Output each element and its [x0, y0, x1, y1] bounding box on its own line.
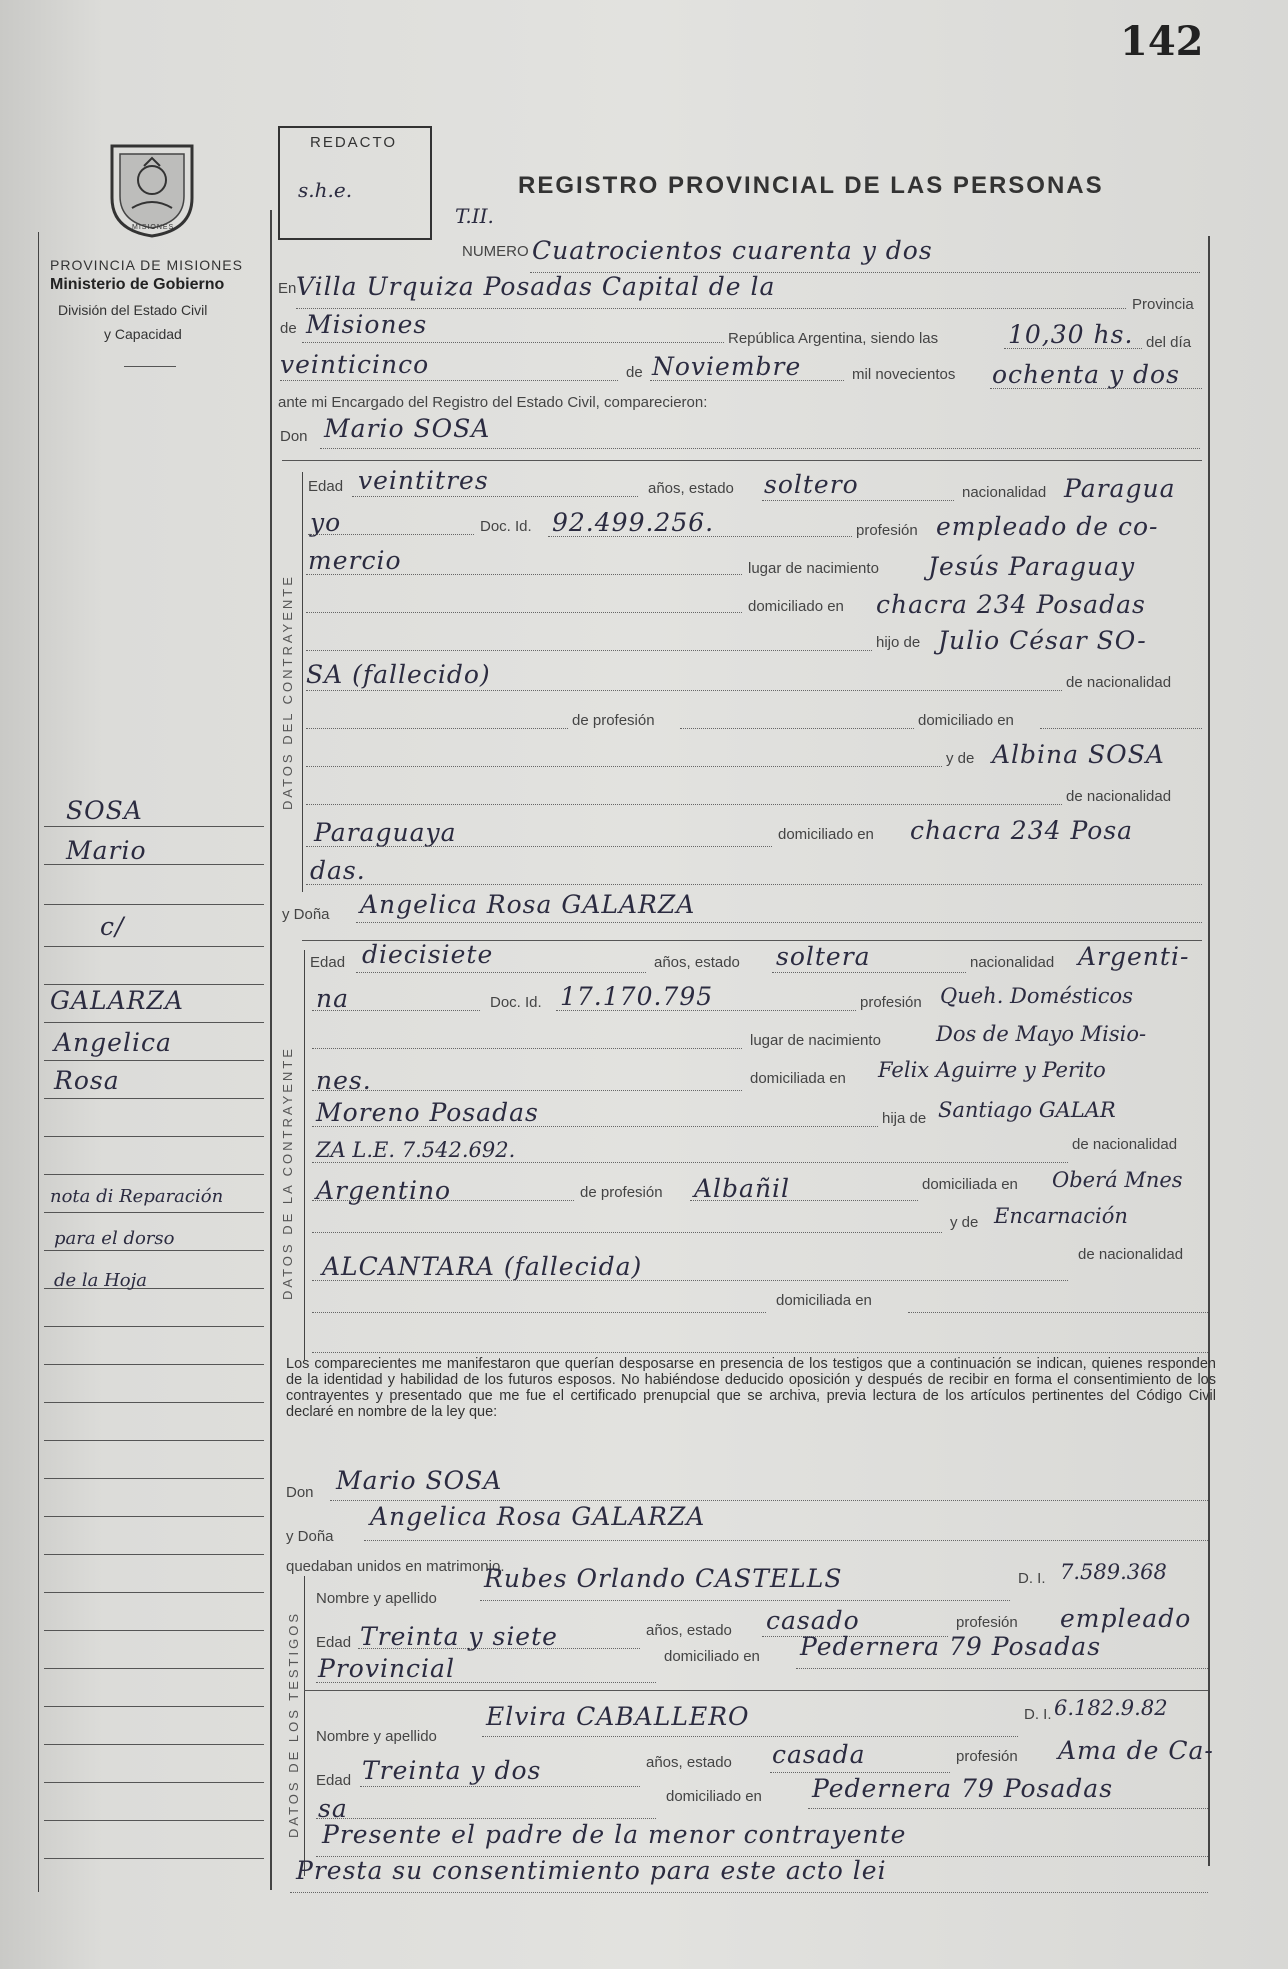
w2-nombre-label: Nombre y apellido [316, 1728, 437, 1745]
de-label: de [280, 320, 297, 337]
hour-value: 10,30 hs. [1008, 320, 1134, 349]
numero-label: NUMERO [462, 243, 529, 260]
decl-don-name: Mario SOSA [336, 1466, 503, 1495]
org-line-4: y Capacidad [104, 326, 182, 342]
groom-anos-label: años, estado [648, 480, 734, 497]
bride-doc: 17.170.795 [560, 982, 714, 1011]
w2-profesion-a: Ama de Ca- [1058, 1736, 1214, 1765]
groom-y-de-label: y de [946, 750, 975, 767]
w1-di: 7.589.368 [1060, 1560, 1167, 1584]
year-value: ochenta y dos [992, 360, 1180, 389]
w2-domicilio: Pedernera 79 Posadas [812, 1774, 1114, 1803]
bride-padre-prof-label: de profesión [580, 1184, 663, 1201]
w1-estado: casado [766, 1606, 860, 1635]
bride-padre-b: ZA L.E. 7.542.692. [316, 1138, 516, 1162]
provincia-label: Provincia [1132, 296, 1194, 313]
bride-lugar-a: Dos de Mayo Misio- [936, 1022, 1147, 1046]
groom-domicilio: chacra 234 Posadas [876, 590, 1146, 619]
sheet-mark: T.II. [455, 204, 494, 228]
decl-don-label: Don [286, 1484, 314, 1501]
margin-name-2a: Angelica [54, 1028, 172, 1057]
groom-edad-label: Edad [308, 478, 344, 495]
groom-padre-b: SA (fallecido) [306, 660, 491, 689]
groom-section-label: DATOS DEL CONTRAYENTE [280, 574, 295, 810]
del-dia-label: del día [1146, 334, 1192, 351]
closing-line-2: Presta su consentimiento para este acto lei [296, 1856, 887, 1885]
bride-domicilio-a: Felix Aguirre y Perito [878, 1058, 1106, 1082]
w2-profesion-label: profesión [956, 1748, 1018, 1765]
margin-note-3: de la Hoja [54, 1270, 147, 1291]
page-number: 142 [1120, 18, 1204, 65]
w1-profesion-a: empleado [1060, 1604, 1192, 1633]
w2-edad-label: Edad [316, 1772, 352, 1789]
don-label: Don [280, 428, 308, 445]
mil-label: mil novecientos [852, 366, 956, 383]
decl-unidos: quedaban unidos en matrimonio. [286, 1558, 505, 1575]
bride-madre-nac-label: de nacionalidad [1078, 1246, 1184, 1263]
groom-madre-dom-a: chacra 234 Posa [910, 816, 1134, 845]
org-line-3: División del Estado Civil [58, 302, 208, 318]
bride-lugar-label: lugar de nacimiento [750, 1032, 881, 1049]
w2-nombre: Elvira CABALLERO [486, 1702, 750, 1731]
groom-nacionalidad-b: yo [310, 508, 342, 537]
groom-lugar-label: lugar de nacimiento [748, 560, 879, 577]
org-line-2: Ministerio de Gobierno [50, 276, 225, 293]
groom-profesion-b: mercio [308, 546, 402, 575]
w1-edad-label: Edad [316, 1634, 352, 1651]
document-title: REGISTRO PROVINCIAL DE LAS PERSONAS [518, 172, 1104, 199]
groom-hijo-label: hijo de [876, 634, 921, 651]
bride-nacionalidad-label: nacionalidad [970, 954, 1055, 971]
bride-padre-nac-label: de nacionalidad [1072, 1136, 1178, 1153]
bride-doc-label: Doc. Id. [490, 994, 542, 1011]
bride-y-de-label: y de [950, 1214, 979, 1231]
w1-di-label: D. I. [1018, 1570, 1046, 1587]
margin-conj: c/ [100, 912, 125, 941]
bride-anos-label: años, estado [654, 954, 740, 971]
w1-nombre: Rubes Orlando CASTELLS [484, 1564, 843, 1593]
w2-anos-label: años, estado [646, 1754, 732, 1771]
groom-doc-label: Doc. Id. [480, 518, 532, 535]
groom-profesion-label: profesión [856, 522, 918, 539]
decl-dona-name: Angelica Rosa GALARZA [370, 1502, 706, 1531]
w2-di: 6.182.9.82 [1054, 1696, 1168, 1720]
bride-madre-a: Encarnación [994, 1204, 1128, 1228]
w1-profesion-label: profesión [956, 1614, 1018, 1631]
groom-nacionalidad-label: nacionalidad [962, 484, 1047, 501]
bride-padre-nac: Argentino [316, 1176, 452, 1205]
groom-nacionalidad-a: Paragua [1064, 474, 1176, 503]
bride-hija-label: hija de [882, 1110, 927, 1127]
month-value: Noviembre [652, 352, 802, 381]
bride-edad-label: Edad [310, 954, 346, 971]
margin-name-2b: Rosa [54, 1066, 120, 1095]
margin-surname-2: GALARZA [50, 986, 184, 1015]
groom-madre-nac-label: de nacionalidad [1066, 788, 1172, 805]
bride-nacionalidad-b: na [316, 984, 350, 1013]
bride-edad: diecisiete [362, 940, 494, 969]
day-value: veinticinco [280, 350, 430, 379]
bride-profesion-label: profesión [860, 994, 922, 1011]
decl-dona-label: y Doña [286, 1528, 334, 1545]
en-value: Villa Urquiza Posadas Capital de la [296, 272, 776, 301]
groom-lugar: Jesús Paraguay [928, 552, 1136, 581]
groom-estado: soltero [764, 470, 859, 499]
bride-madre-b: ALCANTARA (fallecida) [322, 1252, 643, 1281]
dona-label: y Doña [282, 906, 330, 923]
margin-note-1: nota di Reparación [50, 1186, 224, 1207]
w2-di-label: D. I. [1024, 1706, 1052, 1723]
bride-padre-a: Santiago GALAR [938, 1098, 1116, 1122]
bride-profesion: Queh. Domésticos [940, 984, 1133, 1008]
groom-madre-dom-label: domiciliado en [778, 826, 874, 843]
w2-profesion-b: sa [318, 1794, 348, 1823]
bride-name: Angelica Rosa GALARZA [360, 890, 696, 919]
groom-madre: Albina SOSA [992, 740, 1165, 769]
w1-nombre-label: Nombre y apellido [316, 1590, 437, 1607]
w1-domicilio: Pedernera 79 Posadas [800, 1632, 1102, 1661]
w1-profesion-b: Provincial [318, 1654, 455, 1683]
bride-domiciliada-label: domiciliada en [750, 1070, 846, 1087]
groom-padre-dom-label: domiciliado en [918, 712, 1014, 729]
bride-padre-dom-label: domiciliada en [922, 1176, 1018, 1193]
margin-surname-1: SOSA [66, 796, 143, 825]
de2-label: de [626, 364, 643, 381]
groom-edad: veintitres [358, 466, 489, 495]
bride-lugar-b: nes. [316, 1066, 372, 1095]
bride-nacionalidad-a: Argenti- [1078, 942, 1190, 971]
closing-line-1: Presente el padre de la menor contrayente [322, 1820, 907, 1849]
redacto-stamp [278, 126, 432, 240]
groom-name: Mario SOSA [324, 414, 491, 443]
de-value: Misiones [306, 310, 428, 339]
seal-text: MISIONES [132, 224, 175, 231]
bride-section-label: DATOS DE LA CONTRAYENTE [280, 1046, 295, 1300]
witnesses-section-label: DATOS DE LOS TESTIGOS [286, 1611, 301, 1838]
bride-estado: soltera [776, 942, 871, 971]
margin-name-1: Mario [66, 836, 147, 865]
stamp-value: s.h.e. [298, 178, 353, 202]
org-line-1: PROVINCIA DE MISIONES [50, 257, 243, 273]
numero-value: Cuatrocientos cuarenta y dos [532, 236, 933, 265]
groom-madre-dom-b: das. [310, 856, 366, 885]
stamp-title: REDACTO [310, 134, 398, 151]
margin-note-2: para el dorso [54, 1228, 175, 1249]
groom-padre-nac-label: de nacionalidad [1066, 674, 1172, 691]
provincial-seal [104, 138, 200, 238]
bride-madre-dom-label: domiciliada en [776, 1292, 872, 1309]
groom-domiciliado-label: domiciliado en [748, 598, 844, 615]
w1-edad: Treinta y siete [360, 1622, 558, 1651]
groom-padre-prof-label: de profesión [572, 712, 655, 729]
left-margin-column [44, 800, 266, 1890]
w2-edad: Treinta y dos [362, 1756, 542, 1785]
republica-label: República Argentina, siendo las [728, 330, 939, 347]
declaration-text: Los comparecientes me manifestaron que querían desposarse en presencia de los testigos que a continuación se indican, quienes responden de la identidad y habilidad de los futuros esposos. No habiéndose deducido oposición y después de recibir en forma el consentimiento de los contrayentes y presentado que me fue el certificado prenupcial que se archiva, previa lectura de los artículos pertinentes del Código Civil declaré en nombre de la ley que: [286, 1356, 1216, 1420]
w1-anos-label: años, estado [646, 1622, 732, 1639]
ante-text: ante mi Encargado del Registro del Estado Civil, comparecieron: [278, 394, 708, 411]
groom-profesion-a: empleado de co- [936, 512, 1159, 541]
groom-doc: 92.499.256. [552, 508, 715, 537]
w2-estado: casada [772, 1740, 866, 1769]
groom-padre-a: Julio César SO- [938, 626, 1147, 655]
bride-domicilio-b: Moreno Posadas [316, 1098, 539, 1127]
bride-padre-dom: Oberá Mnes [1052, 1168, 1183, 1192]
groom-madre-nac: Paraguaya [314, 818, 457, 847]
en-label: En [278, 280, 297, 297]
w1-domiciliado-label: domiciliado en [664, 1648, 760, 1665]
w2-domiciliado-label: domiciliado en [666, 1788, 762, 1805]
bride-padre-prof: Albañil [694, 1174, 791, 1203]
